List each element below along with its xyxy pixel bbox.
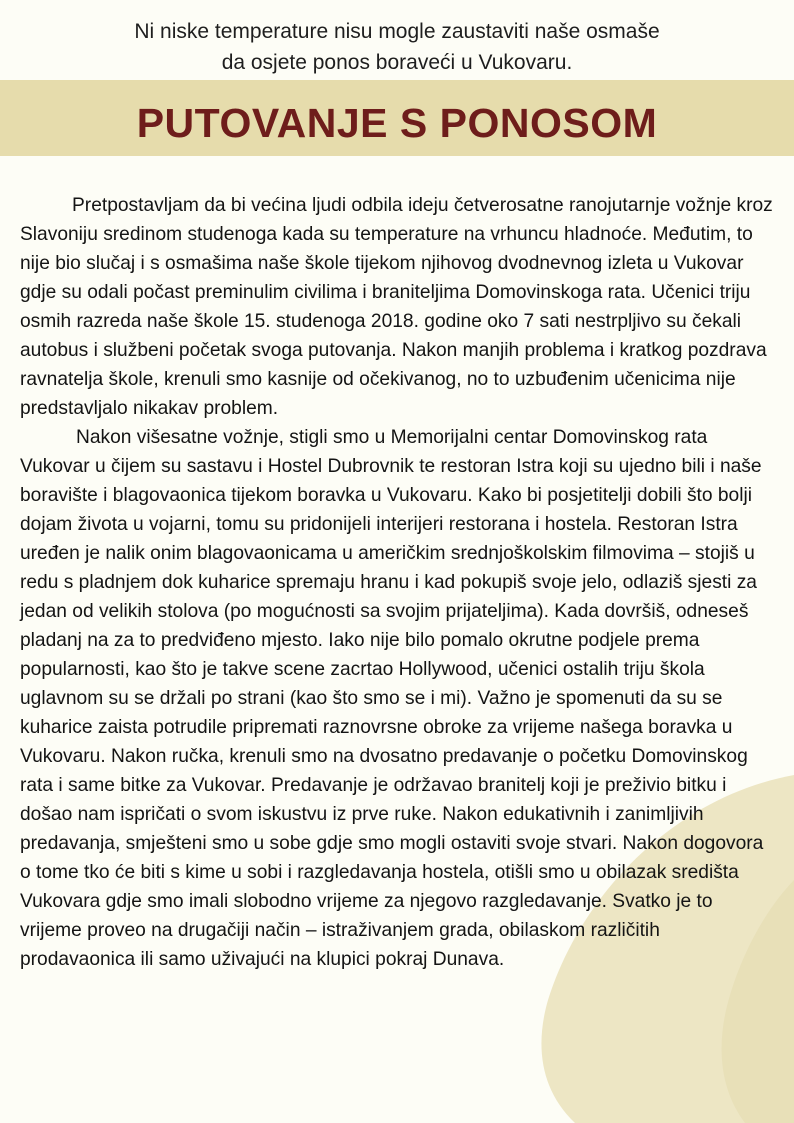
subtitle [0, 16, 794, 78]
page-title: PUTOVANJE S PONOSOM [136, 100, 658, 146]
subtitle-line-1: Ni niske temperature nisu mogle zaustaviti naše osmaše [134, 20, 660, 43]
subtitle-line-2: da osjete ponos boraveći u Vukovaru. [221, 51, 573, 74]
article-paragraph-2: Nakon višesatne vožnje, stigli smo u Memorijalni centar Domovinskog rata Vukovar u čijem su sastavu i Hostel Dubrovnik te restoran Istra koji su ujedno bili i naše boravište i blagovaonica tijekom boravka u Vukovaru. Kako bi posjetitelji dobili što bolji dojam života u vojarni, tomu su pridonijeli interijeri restorana i hostela. Restoran Istra uređen je nalik onim blagovaonicama u američkim srednjoškolskim filmovima – stojiš u redu s pladnjem dok kuharice spremaju hranu i kad pokupiš svoje jelo, odlaziš sjesti za jedan od velikih stolova (po mogućnosti sa svojim prijateljima). Kada dovršiš, odneseš pladanj na za to predviđeno mjesto. Iako nije bilo pomalo okrutne podjele prema popularnosti, kao što je takve scene zacrtao Hollywood, učenici ostalih triju škola uglavnom su se držali po strani (kao što smo se i mi). Važno je spomenuti da su se kuharice zaista potrudile pripremati raznovrsne obroke za vrijeme našega boravka u Vukovaru. Nakon ručka, krenuli smo na dvosatno predavanje o početku Domovinskog rata i same bitke za Vukovar. Predavanje je održavao branitelj koji je preživio bitku i došao nam ispričati o svom iskustvu iz prve ruke. Nakon edukativnih i zanimljivih predavanja, smješteni smo u sobe gdje smo mogli ostaviti svoje stvari. Nakon dogovora o tome tko će biti s kime u sobi i razgledavanja hostela, otišli smo u obilazak središta Vukovara gdje smo imali slobodno vrijeme za njegovo razgledavanje. Svatko je to vrijeme proveo na drugačiji način – istraživanjem grada, obilaskom različitih prodavaonica ili samo uživajući na klupici pokraj Dunava. [20, 427, 764, 970]
article-paragraph-1: Pretpostavljam da bi većina ljudi odbila ideju četverosatne ranojutarnje vožnje kroz Slavoniju sredinom studenoga kada su temperature na vrhuncu hladnoće. Međutim, to nije bio slučaj i s osmašima naše škole tijekom njihovog dvodnevnog izleta u Vukovar gdje su odali počast preminulim civilima i braniteljima Domovinskoga rata. Učenici triju osmih razreda naše škole 15. studenoga 2018. godine oko 7 sati nestrpljivo su čekali autobus i službeni početak svoga putovanja. Nakon manjih problema i kratkog pozdrava ravnatelja škole, krenuli smo kasnije od očekivanog, no to uzbuđenim učenicima nije predstavljalo nikakav problem. [20, 195, 773, 419]
article-body [20, 191, 774, 974]
